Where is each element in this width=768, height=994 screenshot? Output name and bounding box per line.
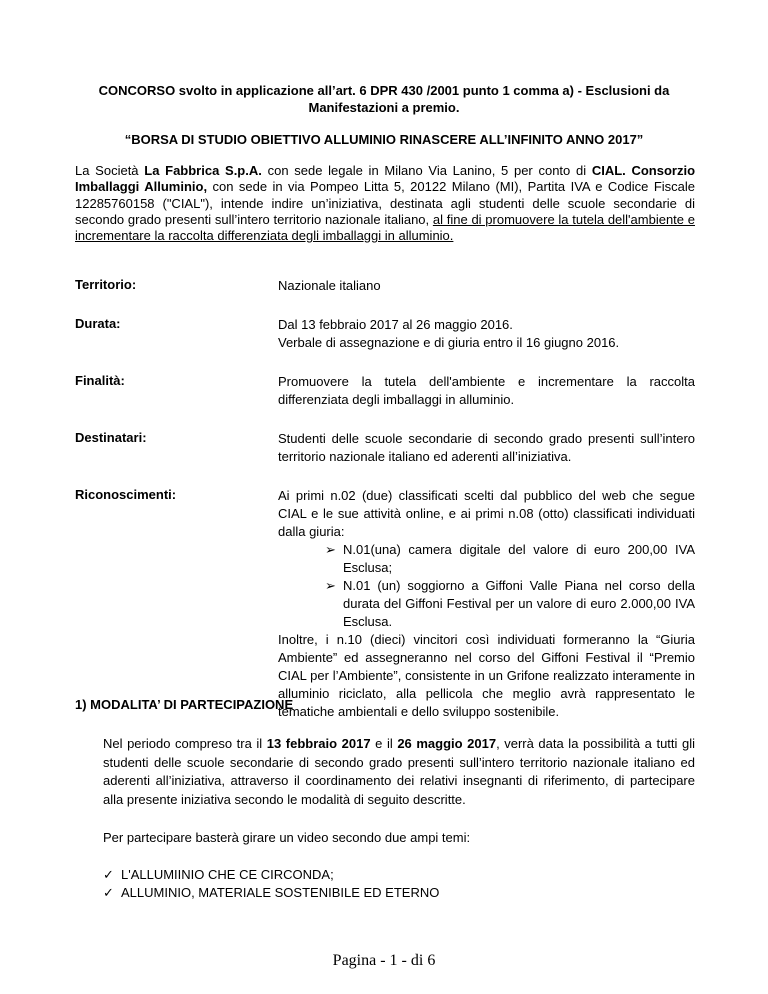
prize-bullet-1: ➢ N.01(una) camera digitale del valore di euro 200,00 IVA Esclusa;	[325, 542, 695, 575]
client-name: CIAL. Consorzio Imballaggi Alluminio,	[75, 163, 696, 195]
value-destinatari: Studenti delle scuole secondarie di secondo grado presenti sull’intero territorio nazionale italiano ed aderenti all’iniziativa.	[278, 431, 695, 464]
label-destinatari: Destinatari:	[75, 430, 147, 445]
company-name: La Fabbrica S.p.A.	[144, 163, 262, 178]
intro-purpose: al fine di promuovere la tutela dell'ambiente e incrementare la raccolta differenziata degli imballaggi in alluminio.	[75, 211, 695, 244]
label-finalita: Finalità:	[75, 373, 125, 388]
document-title: CONCORSO svolto in applicazione all’art. 6 DPR 430 /2001 punto 1 comma a) - Esclusioni da Manifestazioni a premio.	[98, 83, 670, 115]
arrow-bullet-icon: ➢	[325, 542, 336, 557]
section-heading-partecipazione: 1) MODALITA’ DI PARTECIPAZIONE	[75, 697, 294, 712]
check-mark-icon: ✓	[103, 867, 114, 882]
video-themes-intro: Per partecipare basterà girare un video secondo due ampi temi:	[103, 830, 471, 845]
value-durata: Dal 13 febbraio 2017 al 26 maggio 2016. Verbale di assegnazione e di giuria entro il 16 giugno 2016.	[278, 317, 620, 350]
label-territorio: Territorio:	[75, 277, 137, 292]
value-finalita: Promuovere la tutela dell'ambiente e incrementare la raccolta differenziata degli imballaggi in alluminio.	[278, 374, 695, 407]
theme-item-2: ✓ ALLUMINIO, MATERIALE SOSTENIBILE ED ETERNO	[103, 885, 440, 900]
intro-paragraph: La Società La Fabbrica S.p.A. con sede legale in Milano Via Lanino, 5 per conto di CIAL. Consorzio Imballaggi Alluminio, con sede in via Pompeo Litta 5, 20122 Milano (MI), Partita IVA e Codice Fiscale 12285760158 ("CIAL"), intende indire un’iniziativa, destinata agli studenti delle scuole secondarie di secondo grado presenti sull’intero territorio nazionale italiano, al fine di promuovere la tutela dell'ambiente e incrementare la raccolta differenziata degli imballaggi in alluminio.	[75, 163, 696, 244]
check-mark-icon: ✓	[103, 885, 114, 900]
document-subtitle: “BORSA DI STUDIO OBIETTIVO ALLUMINIO RINASCERE ALL’INFINITO ANNO 2017”	[124, 132, 644, 147]
theme-item-1: ✓ L'ALLUMIINIO CHE CE CIRCONDA;	[103, 867, 334, 882]
page-footer: Pagina - 1 - di 6	[332, 952, 436, 969]
participation-paragraph: Nel periodo compreso tra il 13 febbraio 2017 e il 26 maggio 2017, verrà data la possibilità a tutti gli studenti delle scuole secondarie di secondo grado presenti sull’intero territorio nazionale italiano ed aderenti all’iniziativa, attraverso il coordinamento dei relativi insegnanti di riferimento, di partecipare alla presente iniziativa secondo le modalità di seguito descritte.	[103, 736, 695, 807]
label-durata: Durata:	[75, 316, 121, 331]
value-territorio: Nazionale italiano	[278, 278, 381, 293]
prize-bullet-2: ➢ N.01 (un) soggiorno a Giffoni Valle Piana nel corso della durata del Giffoni Festival per un valore di euro 2.000,00 IVA Esclusa.	[325, 578, 695, 629]
arrow-bullet-icon: ➢	[325, 578, 336, 593]
label-riconoscimenti: Riconoscimenti:	[75, 487, 177, 502]
value-riconoscimenti: Ai primi n.02 (due) classificati scelti dal pubblico del web che segue CIAL e le sue attività online, e ai primi n.08 (otto) classificati individuati dalla giuria: ➢ N.01(una) camera digitale del valore di euro 200,00 IVA Esclusa; ➢ N.01 (un) soggiorno a Giffoni Valle Piana nel corso della durata del Giffoni Festival per un valore di euro 2.000,00 IVA Esclusa. Inoltre, i n.10 (dieci) vincitori così individuati formeranno la “Giuria Ambiente” ed assegneranno nel corso del Giffoni Festival il “Premio CIAL per l’Ambiente”, consistente in un Grifone realizzato interamente in alluminio riciclato, alla pellicola che meglio avrà rappresentato le tematiche ambientali e dello sviluppo sostenibile.	[278, 488, 695, 719]
